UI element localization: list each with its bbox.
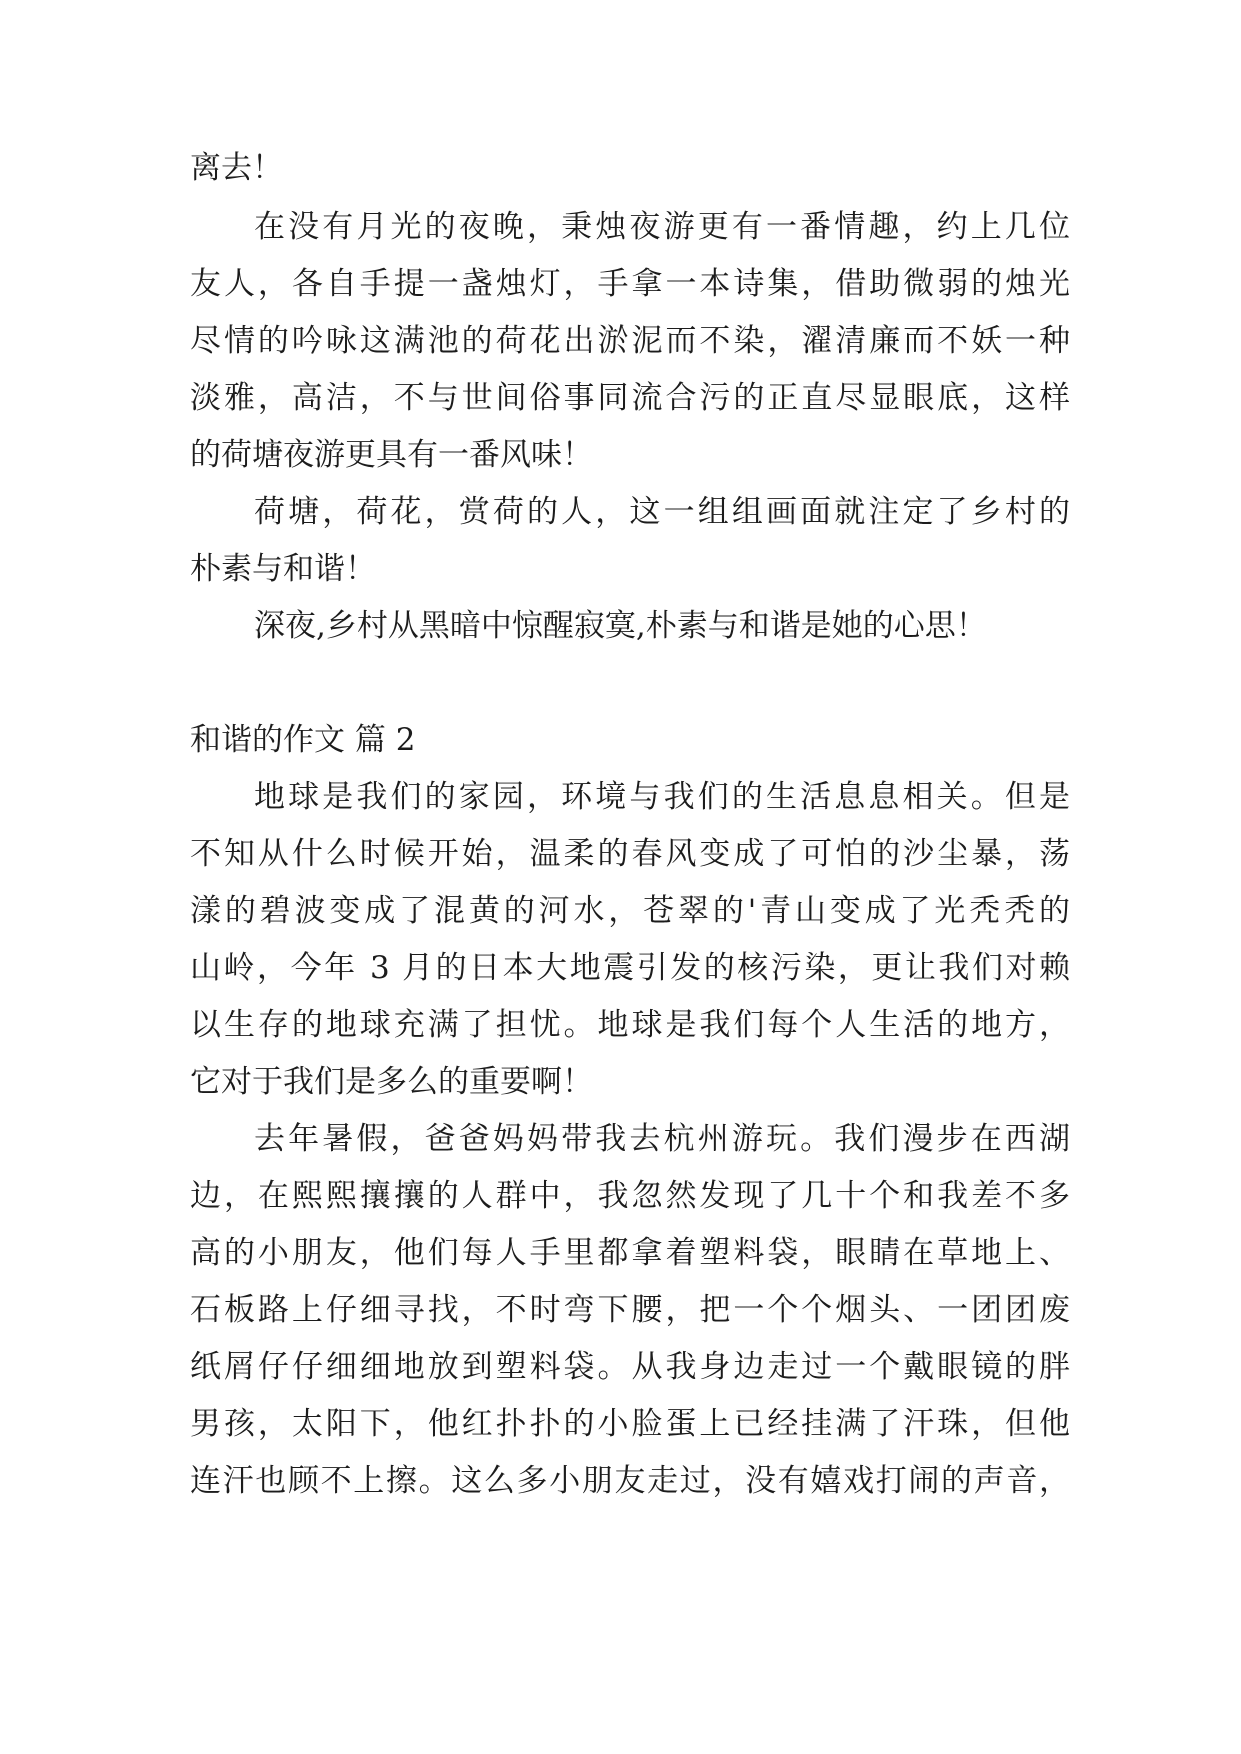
text-line: 以生存的地球充满了担忧。地球是我们每个人生活的地方，	[190, 1007, 1070, 1043]
text-line: 朴素与和谐！	[190, 551, 376, 587]
text-line: 淡雅，高洁，不与世间俗事同流合污的正直尽显眼底，这样	[190, 380, 1070, 416]
text-line: 尽情的吟咏这满池的荷花出淤泥而不染，濯清廉而不妖一种	[190, 323, 1070, 359]
text-line: 男孩，太阳下，他红扑扑的小脸蛋上已经挂满了汗珠，但他	[190, 1406, 1070, 1442]
text-line: 离去！	[190, 150, 283, 186]
text-line: 石板路上仔细寻找，不时弯下腰，把一个个烟头、一团团废	[190, 1292, 1070, 1328]
text-line: 连汗也顾不上擦。这么多小朋友走过，没有嬉戏打闹的声音，	[190, 1463, 1070, 1499]
paragraph-first-line: 深夜,乡村从黑暗中惊醒寂寞,朴素与和谐是她的心思！	[254, 608, 987, 644]
text-line: 它对于我们是多么的重要啊！	[190, 1064, 593, 1100]
text-line: 山岭，今年 3 月的日本大地震引发的核污染，更让我们对赖	[190, 950, 1070, 986]
text-line: 友人，各自手提一盏烛灯，手拿一本诗集，借助微弱的烛光	[190, 266, 1070, 302]
text-line: 漾的碧波变成了混黄的河水，苍翠的'青山变成了光秃秃的	[190, 893, 1070, 929]
paragraph-first-line: 地球是我们的家园，环境与我们的生活息息相关。但是	[254, 779, 1070, 815]
paragraph-first-line: 在没有月光的夜晚，秉烛夜游更有一番情趣，约上几位	[254, 209, 1070, 245]
paragraph-first-line: 荷塘，荷花，赏荷的人，这一组组画面就注定了乡村的	[254, 494, 1070, 530]
text-line: 纸屑仔仔细细地放到塑料袋。从我身边走过一个戴眼镜的胖	[190, 1349, 1070, 1385]
section-heading: 和谐的作文 篇 2	[190, 722, 416, 758]
text-line: 不知从什么时候开始，温柔的春风变成了可怕的沙尘暴，荡	[190, 836, 1070, 872]
text-line: 高的小朋友，他们每人手里都拿着塑料袋，眼睛在草地上、	[190, 1235, 1070, 1271]
text-line: 边，在熙熙攘攘的人群中，我忽然发现了几十个和我差不多	[190, 1178, 1070, 1214]
paragraph-first-line: 去年暑假，爸爸妈妈带我去杭州游玩。我们漫步在西湖	[254, 1121, 1070, 1157]
text-line: 的荷塘夜游更具有一番风味！	[190, 437, 593, 473]
